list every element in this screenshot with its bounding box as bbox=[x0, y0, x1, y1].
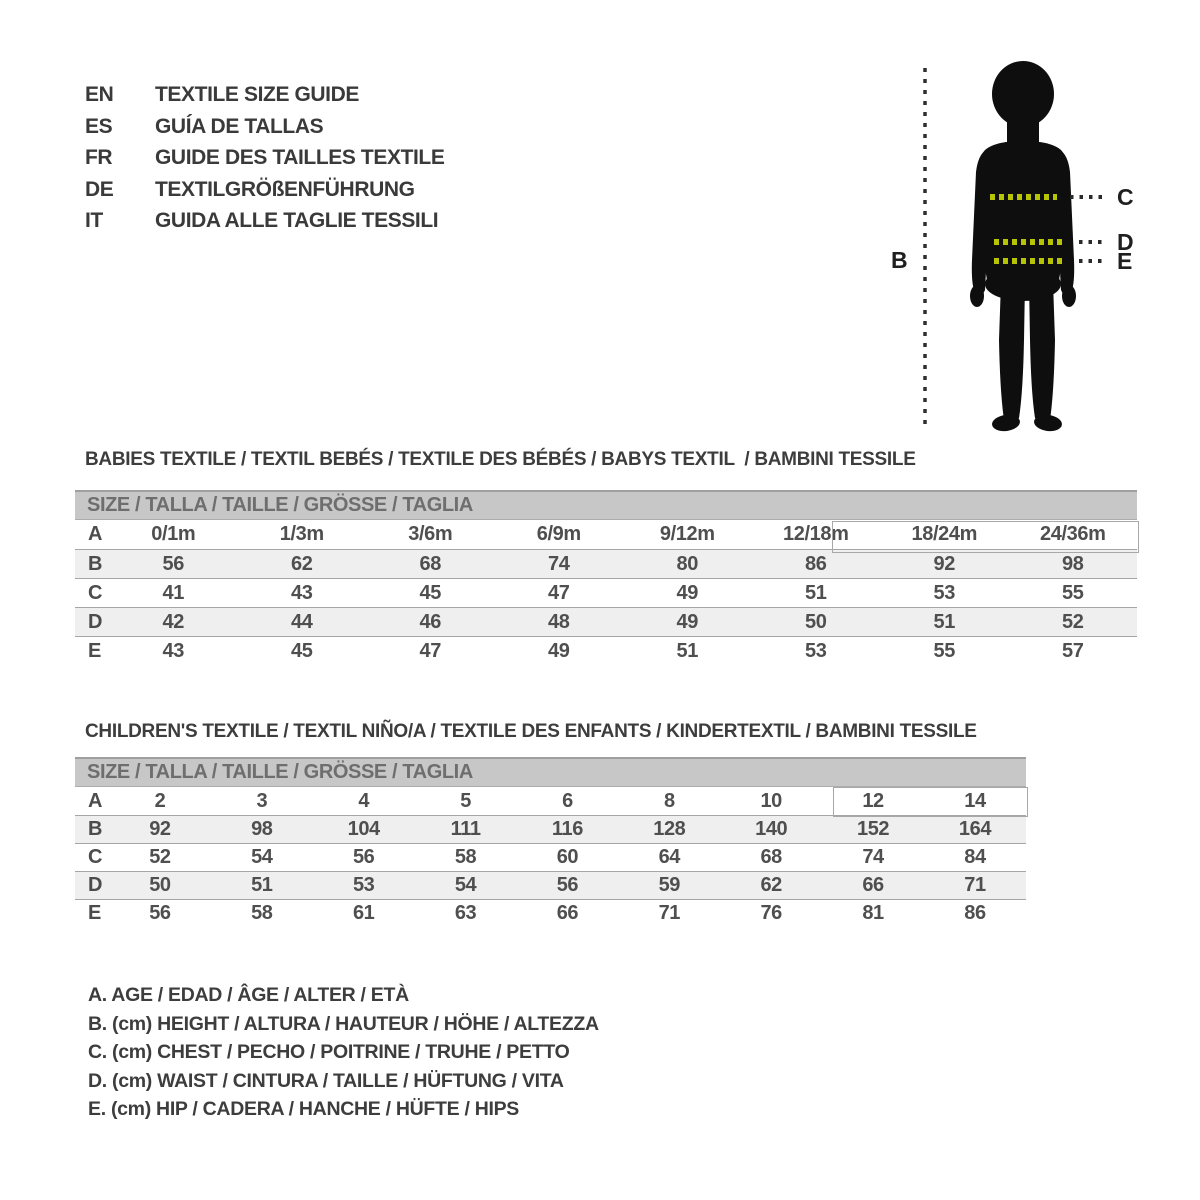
language-code: IT bbox=[85, 209, 103, 233]
size-value-cell: 98 bbox=[211, 815, 313, 843]
size-value-cell: 74 bbox=[822, 843, 924, 871]
row-label-cell: B bbox=[75, 549, 109, 578]
size-value-cell: 111 bbox=[415, 815, 517, 843]
size-value-cell: 68 bbox=[366, 549, 495, 578]
language-row bbox=[85, 205, 444, 237]
size-value-cell: 56 bbox=[517, 871, 619, 899]
language-guide-title: GUIDA ALLE TAGLIE TESSILI bbox=[155, 209, 439, 233]
size-value-cell: 53 bbox=[313, 871, 415, 899]
waist-label: D bbox=[1117, 229, 1134, 255]
language-code: DE bbox=[85, 177, 114, 201]
language-code: EN bbox=[85, 83, 114, 106]
children-section-title: CHILDREN'S TEXTILE / TEXTIL NIÑO/A / TEXTILE DES ENFANTS / KINDERTEXTIL / BAMBINI TESSILE bbox=[85, 721, 977, 742]
size-value-cell: 0/1m bbox=[151, 523, 196, 546]
size-value-cell: 64 bbox=[618, 843, 720, 871]
size-value-cell: 52 bbox=[109, 843, 211, 871]
size-value-cell: 12 bbox=[862, 789, 884, 812]
legend-line: D. (cm) WAIST / CINTURA / TAILLE / HÜFTUNG / VITA bbox=[88, 1069, 564, 1092]
size-value-cell: 57 bbox=[1009, 636, 1138, 665]
size-value-cell: 104 bbox=[313, 815, 415, 843]
child-silhouette bbox=[970, 61, 1076, 433]
size-table-row bbox=[75, 815, 1026, 843]
language-code: FR bbox=[85, 146, 113, 170]
size-value-cell: 47 bbox=[366, 636, 495, 665]
size-value-cell: 51 bbox=[623, 636, 752, 665]
size-value-cell: 56 bbox=[109, 899, 211, 927]
size-value-cell: 14 bbox=[964, 789, 986, 812]
legend-line: B. (cm) HEIGHT / ALTURA / HAUTEUR / HÖHE / ALTEZZA bbox=[88, 1012, 599, 1035]
size-value-cell: 62 bbox=[720, 871, 822, 899]
legend-line: C. (cm) CHEST / PECHO / POITRINE / TRUHE / PETTO bbox=[88, 1041, 570, 1064]
size-value-cell: 71 bbox=[924, 871, 1026, 899]
size-value-cell: 18/24m bbox=[911, 523, 977, 546]
size-table-row bbox=[75, 578, 1137, 607]
size-value-cell: 66 bbox=[822, 871, 924, 899]
chest-label: C bbox=[1117, 184, 1134, 210]
highlight-box-children-large-sizes bbox=[833, 787, 1028, 817]
row-label-cell: E bbox=[75, 899, 109, 927]
size-value-cell: 84 bbox=[924, 843, 1026, 871]
size-value-cell: 6/9m bbox=[536, 523, 581, 546]
size-value-cell: 140 bbox=[720, 815, 822, 843]
language-row bbox=[85, 79, 444, 111]
size-value-cell: 3/6m bbox=[408, 523, 453, 546]
language-guide-title: GUIDE DES TAILLES TEXTILE bbox=[155, 146, 445, 170]
size-value-cell: 5 bbox=[460, 789, 471, 812]
language-row bbox=[85, 111, 444, 143]
hip-label: E bbox=[1117, 248, 1133, 274]
size-value-cell: 6 bbox=[562, 789, 573, 812]
language-row bbox=[85, 142, 444, 174]
size-value-cell: 92 bbox=[109, 815, 211, 843]
size-value-cell: 9/12m bbox=[659, 523, 715, 546]
size-value-cell: 62 bbox=[238, 549, 367, 578]
size-value-cell: 152 bbox=[822, 815, 924, 843]
language-guide-title: TEXTILE SIZE GUIDE bbox=[155, 83, 359, 106]
size-value-cell: 50 bbox=[752, 607, 881, 636]
language-guide-title: TEXTILGRÖßENFÜHRUNG bbox=[155, 177, 415, 201]
size-value-cell: 41 bbox=[109, 578, 238, 607]
size-table-row bbox=[75, 607, 1137, 636]
language-guide-title: GUÍA DE TALLAS bbox=[155, 114, 324, 138]
size-value-cell: 1/3m bbox=[279, 523, 324, 546]
size-value-cell: 43 bbox=[238, 578, 367, 607]
size-value-cell: 98 bbox=[1009, 549, 1138, 578]
size-value-cell: 49 bbox=[495, 636, 624, 665]
size-value-cell: 49 bbox=[623, 578, 752, 607]
size-value-cell: 54 bbox=[415, 871, 517, 899]
row-label-cell: A bbox=[88, 789, 103, 812]
highlight-box-babies-large-sizes bbox=[832, 521, 1139, 553]
size-value-cell: 24/36m bbox=[1040, 523, 1106, 546]
size-value-cell: 68 bbox=[720, 843, 822, 871]
size-value-cell: 51 bbox=[880, 607, 1009, 636]
size-table-row bbox=[75, 899, 1026, 927]
measure-legend bbox=[88, 981, 599, 1124]
size-value-cell: 81 bbox=[822, 899, 924, 927]
babies-size-header-bar: SIZE / TALLA / TAILLE / GRÖSSE / TAGLIA bbox=[75, 490, 1137, 520]
size-value-cell: 43 bbox=[109, 636, 238, 665]
babies-section-title: BABIES TEXTILE / TEXTIL BEBÉS / TEXTILE DES BÉBÉS / BABYS TEXTIL / BAMBINI TESSILE bbox=[85, 449, 916, 470]
size-table-row bbox=[75, 843, 1026, 871]
size-value-cell: 46 bbox=[366, 607, 495, 636]
size-value-cell: 164 bbox=[924, 815, 1026, 843]
size-value-cell: 42 bbox=[109, 607, 238, 636]
size-value-cell: 47 bbox=[495, 578, 624, 607]
language-row bbox=[85, 174, 444, 206]
size-value-cell: 86 bbox=[924, 899, 1026, 927]
size-value-cell: 76 bbox=[720, 899, 822, 927]
size-value-cell: 3 bbox=[256, 789, 268, 812]
size-value-cell: 56 bbox=[109, 549, 238, 578]
row-label-cell: D bbox=[75, 607, 109, 636]
size-value-cell: 53 bbox=[752, 636, 881, 665]
language-code: ES bbox=[85, 114, 113, 138]
size-value-cell: 61 bbox=[313, 899, 415, 927]
size-value-cell: 74 bbox=[495, 549, 624, 578]
size-value-cell: 54 bbox=[211, 843, 313, 871]
size-value-cell: 4 bbox=[358, 789, 370, 812]
size-value-cell: 71 bbox=[618, 899, 720, 927]
size-value-cell: 53 bbox=[880, 578, 1009, 607]
row-label-cell: C bbox=[75, 578, 109, 607]
size-value-cell: 128 bbox=[618, 815, 720, 843]
legend-line: E. (cm) HIP / CADERA / HANCHE / HÜFTE / HIPS bbox=[88, 1098, 520, 1121]
size-value-cell: 12/18m bbox=[783, 523, 849, 546]
size-value-cell: 56 bbox=[313, 843, 415, 871]
size-value-cell: 51 bbox=[752, 578, 881, 607]
size-value-cell: 44 bbox=[238, 607, 367, 636]
size-value-cell: 58 bbox=[415, 843, 517, 871]
size-value-cell: 50 bbox=[109, 871, 211, 899]
size-value-cell: 63 bbox=[415, 899, 517, 927]
size-value-cell: 55 bbox=[880, 636, 1009, 665]
children-size-header-bar: SIZE / TALLA / TAILLE / GRÖSSE / TAGLIA bbox=[75, 757, 1026, 787]
size-value-cell: 86 bbox=[752, 549, 881, 578]
size-value-cell: 92 bbox=[880, 549, 1009, 578]
size-value-cell: 59 bbox=[618, 871, 720, 899]
size-value-cell: 45 bbox=[366, 578, 495, 607]
child-measurement-figure bbox=[870, 50, 1170, 450]
size-value-cell: 51 bbox=[211, 871, 313, 899]
row-label-cell: A bbox=[88, 523, 103, 546]
height-label: B bbox=[891, 247, 908, 273]
size-value-cell: 2 bbox=[154, 789, 166, 812]
language-title-list bbox=[85, 79, 444, 237]
size-table-row bbox=[75, 636, 1137, 665]
size-value-cell: 55 bbox=[1009, 578, 1138, 607]
row-label-cell: D bbox=[75, 871, 109, 899]
row-label-cell: E bbox=[75, 636, 109, 665]
size-value-cell: 49 bbox=[623, 607, 752, 636]
size-value-cell: 80 bbox=[623, 549, 752, 578]
size-value-cell: 48 bbox=[495, 607, 624, 636]
size-value-cell: 8 bbox=[663, 789, 675, 812]
size-value-cell: 52 bbox=[1009, 607, 1138, 636]
row-label-cell: B bbox=[75, 815, 109, 843]
size-table-row bbox=[75, 549, 1137, 578]
size-value-cell: 58 bbox=[211, 899, 313, 927]
size-value-cell: 10 bbox=[760, 789, 782, 812]
row-label-cell: C bbox=[75, 843, 109, 871]
size-value-cell: 116 bbox=[517, 815, 619, 843]
legend-line: A. AGE / EDAD / ÂGE / ALTER / ETÀ bbox=[88, 984, 409, 1006]
size-table-row bbox=[75, 871, 1026, 899]
size-value-cell: 66 bbox=[517, 899, 619, 927]
size-value-cell: 60 bbox=[517, 843, 619, 871]
size-value-cell: 45 bbox=[238, 636, 367, 665]
